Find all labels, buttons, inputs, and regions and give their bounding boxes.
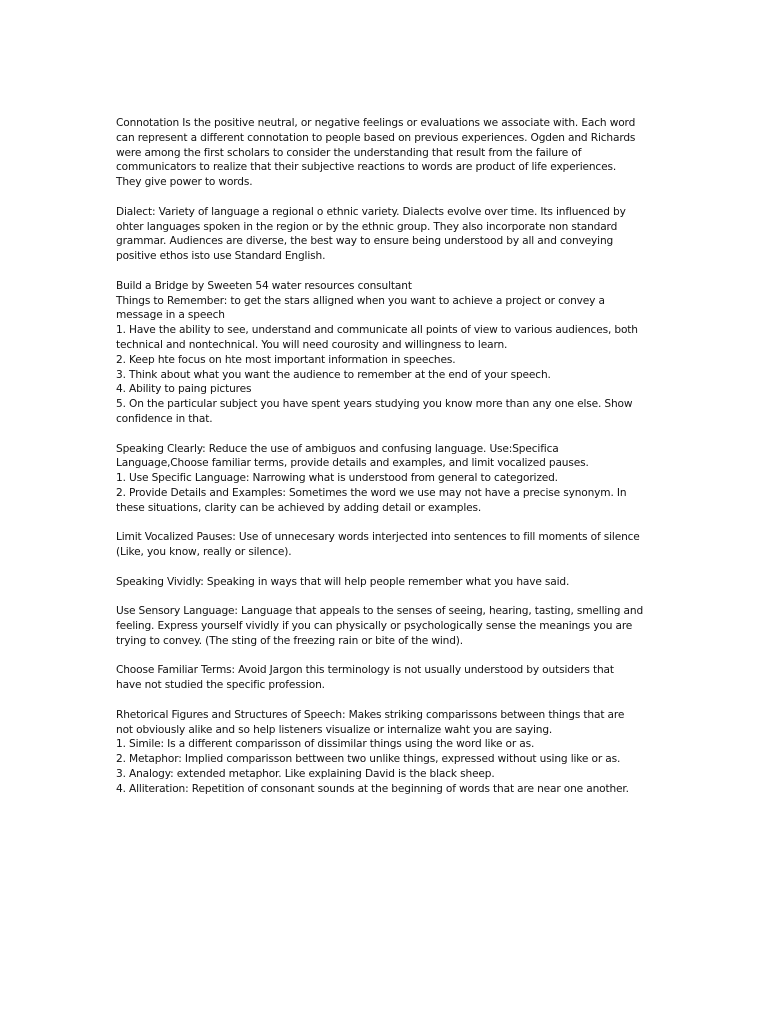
paragraph (116, 279, 656, 427)
text-line: Build a Bridge by Sweeten 54 water resources consultant (116, 279, 412, 292)
text-line: feeling. Express yourself vividly if you can physically or psychologically sense the meanings you are (116, 620, 633, 633)
paragraph (116, 442, 656, 516)
text-line: Limit Vocalized Pauses: Use of unnecesary words interjected into sentences to fill moments of silence (116, 531, 640, 544)
text-line: 2. Provide Details and Examples: Sometimes the word we use may not have a precise synonym. In (116, 486, 627, 499)
text-line: Rhetorical Figures and Structures of Speech: Makes striking comparissons between things that are (116, 708, 625, 721)
text-line: 5. On the particular subject you have spent years studying you know more than any one else. Show (116, 398, 633, 411)
text-line: Things to Remember: to get the stars alligned when you want to achieve a project or convey a (116, 294, 605, 307)
text-line: can represent a different connotation to people based on previous experiences. Ogden and Richards (116, 131, 636, 144)
text-line: confidence in that. (116, 412, 213, 425)
text-line: Dialect: Variety of language a regional o ethnic variety. Dialects evolve over time. Its influenced by (116, 205, 626, 218)
paragraph (116, 530, 656, 560)
text-line: Use Sensory Language: Language that appeals to the senses of seeing, hearing, tasting, smelling and (116, 605, 644, 618)
paragraph (116, 708, 656, 797)
paragraph (116, 663, 656, 693)
text-line: 3. Analogy: extended metaphor. Like explaining David is the black sheep. (116, 768, 495, 781)
text-line: these situations, clarity can be achieved by adding detail or examples. (116, 501, 482, 514)
text-line: 2. Metaphor: Implied comparisson bettween two unlike things, expressed without using like or as. (116, 753, 621, 766)
text-line: 4. Alliteration: Repetition of consonant sounds at the beginning of words that are near one another. (116, 782, 629, 795)
document-body (116, 116, 656, 811)
text-line: Speaking Clearly: Reduce the use of ambiguos and confusing language. Use:Specifica (116, 442, 559, 455)
text-line: were among the first scholars to consider the understanding that result from the failure of (116, 146, 582, 159)
paragraph (116, 604, 656, 648)
text-line: Choose Familiar Terms: Avoid Jargon this terminology is not usually understood by outsiders that (116, 664, 614, 677)
text-line: technical and nontechnical. You will need courosity and willingness to learn. (116, 338, 508, 351)
text-line: not obviously alike and so help listeners visualize or internalize waht you are saying. (116, 723, 553, 736)
paragraph (116, 205, 656, 264)
paragraph (116, 116, 656, 190)
text-line: grammar. Audiences are diverse, the best way to ensure being understood by all and conveying (116, 235, 614, 248)
text-line: 4. Ability to paing pictures (116, 383, 252, 396)
text-line: (Like, you know, really or silence). (116, 546, 292, 559)
text-line: positive ethos isto use Standard English. (116, 250, 326, 263)
text-line: 1. Simile: Is a different comparisson of dissimilar things using the word like or as. (116, 738, 535, 751)
text-line: have not studied the specific profession. (116, 679, 325, 692)
text-line: 2. Keep hte focus on hte most important information in speeches. (116, 353, 456, 366)
text-line: They give power to words. (116, 176, 253, 189)
text-line: ohter languages spoken in the region or by the ethnic group. They also incorporate non standard (116, 220, 618, 233)
text-line: message in a speech (116, 309, 225, 322)
text-line: Language,Choose familiar terms, provide details and examples, and limit vocalized pauses. (116, 457, 589, 470)
text-line: 1. Have the ability to see, understand and communicate all points of view to various audiences, both (116, 324, 638, 337)
text-line: 1. Use Specific Language: Narrowing what is understood from general to categorized. (116, 472, 558, 485)
text-line: Speaking Vividly: Speaking in ways that will help people remember what you have said. (116, 575, 570, 588)
text-line: communicators to realize that their subjective reactions to words are product of life experiences. (116, 161, 617, 174)
paragraph (116, 575, 656, 590)
text-line: trying to convey. (The sting of the freezing rain or bite of the wind). (116, 634, 463, 647)
text-line: 3. Think about what you want the audience to remember at the end of your speech. (116, 368, 551, 381)
text-line: Connotation Is the positive neutral, or negative feelings or evaluations we associate with. Each word (116, 117, 636, 129)
